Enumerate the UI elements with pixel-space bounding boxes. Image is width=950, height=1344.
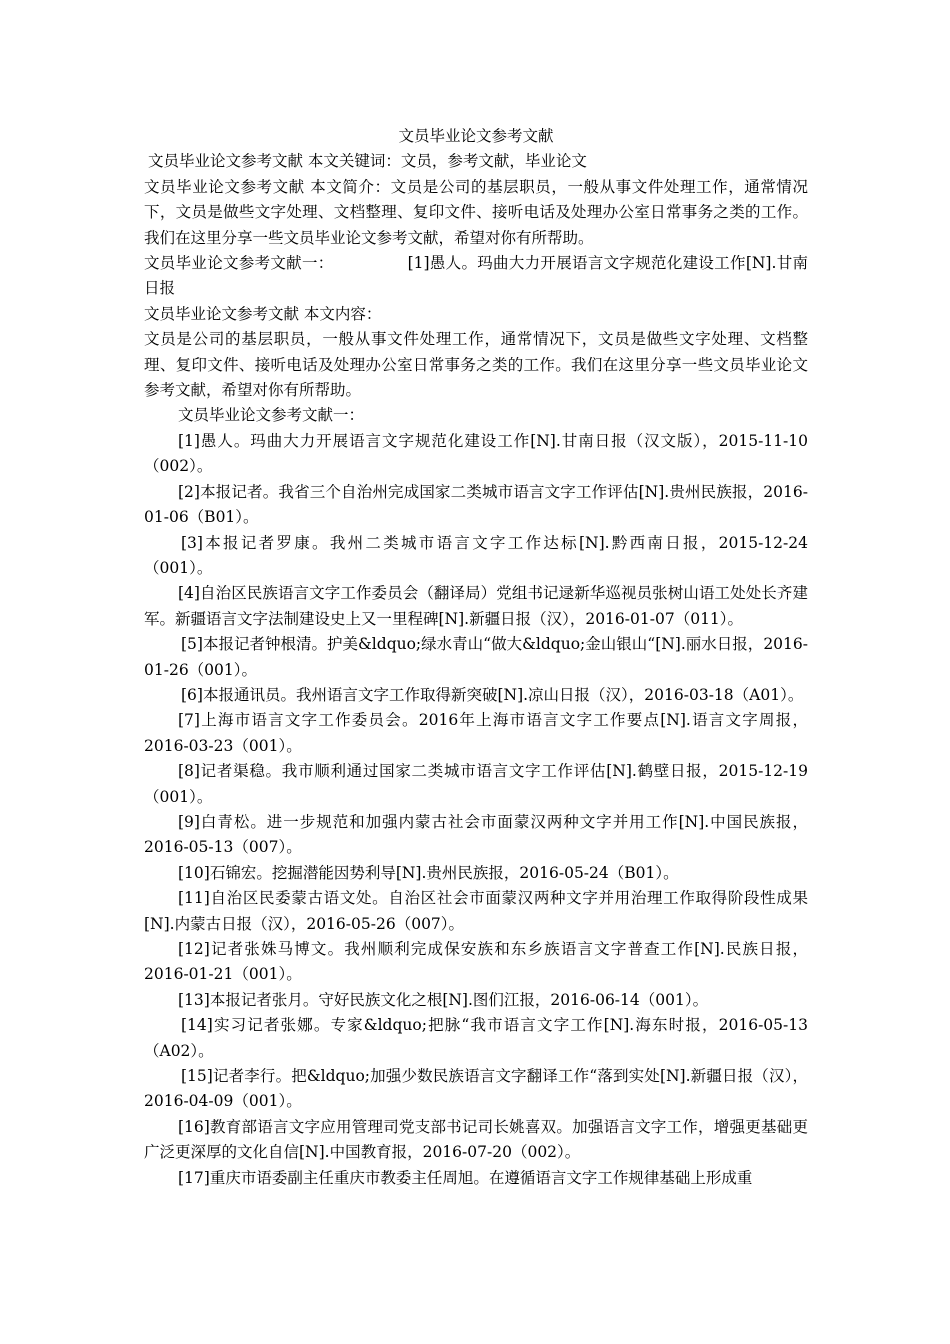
reference-item-1: [1]愚人。玛曲大力开展语言文字规范化建设工作[N].甘南日报（汉文版），2015-11-10（002）。 xyxy=(144,431,808,476)
content-label: 文员毕业论文参考文献 本文内容： xyxy=(144,304,382,323)
keywords-line: 文员毕业论文参考文献 本文关键词：文员，参考文献，毕业论文 xyxy=(148,152,587,171)
reference-item-15: [15]记者李行。把&ldquo;加强少数民族语言文字翻译工作“落到实处[N].新疆日报（汉），2016-04-09（001）。 xyxy=(144,1067,808,1111)
reference-item-4: [4]自治区民族语言文字工作委员会（翻译局）党组书记逯新华巡视员张树山语工处处长齐建军。新疆语言文字法制建设史上又一里程碑[N].新疆日报（汉），2016-01-07（011）。 xyxy=(144,584,808,628)
document-content xyxy=(144,124,808,1191)
reference-item-10: [10]石锦宏。挖掘潜能因势利导[N].贵州民族报，2016-05-24（B01）。 xyxy=(178,863,679,882)
reference-item-12: [12]记者张姝马博文。我州顺利完成保安族和东乡族语言文字普查工作[N].民族日报，2016-01-21（001）。 xyxy=(144,940,808,984)
reference-item-8: [8]记者渠稳。我市顺利通过国家二类城市语言文字工作评估[N].鹤壁日报，2015-12-19（001）。 xyxy=(144,762,808,806)
reference-item-9: [9]白青松。进一步规范和加强内蒙古社会市面蒙汉两种文字并用工作[N].中国民族报，2016-05-13（007）。 xyxy=(144,812,808,857)
reference-item-13: [13]本报记者张月。守好民族文化之根[N].图们江报，2016-06-14（001）。 xyxy=(178,990,709,1009)
document-title: 文员毕业论文参考文献 xyxy=(398,127,554,145)
reference-item-7: [7]上海市语言文字工作委员会。2016年上海市语言文字工作要点[N].语言文字周报，2016-03-23（001）。 xyxy=(144,711,808,755)
intro-paragraph: 文员毕业论文参考文献 本文简介：文员是公司的基层职员，一般从事文件处理工作，通常情况下，文员是做些文字处理、文档整理、复印文件、接听电话及处理办公室日常事务之类的工作。我们在这里分享一些文员毕业论文参考文献，希望对你有所帮助。 xyxy=(144,177,808,247)
reference-item-6: [6]本报通讯员。我州语言文字工作取得新突破[N].凉山日报（汉），2016-03-18（A01）。 xyxy=(181,685,804,704)
first-reference-preview xyxy=(144,251,808,302)
reference-item-16: [16]教育部语言文字应用管理司党支部书记司长姚喜双。加强语言文字工作，增强更基础更广泛更深厚的文化自信[N].中国教育报，2016-07-20（002）。 xyxy=(144,1117,808,1162)
first-reference-text: [1]愚人。玛曲大力开展语言文字规范化建设工作[N].甘南日报 xyxy=(144,254,808,298)
section-heading: 文员毕业论文参考文献一： xyxy=(178,406,365,425)
body-paragraph: 文员是公司的基层职员，一般从事文件处理工作，通常情况下，文员是做些文字处理、文档整理、复印文件、接听电话及处理办公室日常事务之类的工作。我们在这里分享一些文员毕业论文参考文献，希望对你有所帮助。 xyxy=(144,330,808,400)
reference-item-17: [17]重庆市语委副主任重庆市教委主任周旭。在遵循语言文字工作规律基础上形成重 xyxy=(178,1168,753,1187)
reference-item-3: [3]本报记者罗康。我州二类城市语言文字工作达标[N].黔西南日报，2015-12-24（001）。 xyxy=(144,533,808,577)
reference-item-11: [11]自治区民委蒙古语文处。自治区社会市面蒙汉两种文字并用治理工作取得阶段性成果[N].内蒙古日报（汉），2016-05-26（007）。 xyxy=(144,889,808,933)
first-reference-label: 文员毕业论文参考文献一： xyxy=(144,254,334,273)
reference-item-2: [2]本报记者。我省三个自治州完成国家二类城市语言文字工作评估[N].贵州民族报，2016-01-06（B01）。 xyxy=(144,482,808,527)
reference-item-14: [14]实习记者张娜。专家&ldquo;把脉“我市语言文字工作[N].海东时报，2016-05-13（A02）。 xyxy=(144,1016,808,1060)
reference-item-5: [5]本报记者钟根清。护美&ldquo;绿水青山“做大&ldquo;金山银山“[N].丽水日报，2016-01-26（001）。 xyxy=(144,635,808,679)
